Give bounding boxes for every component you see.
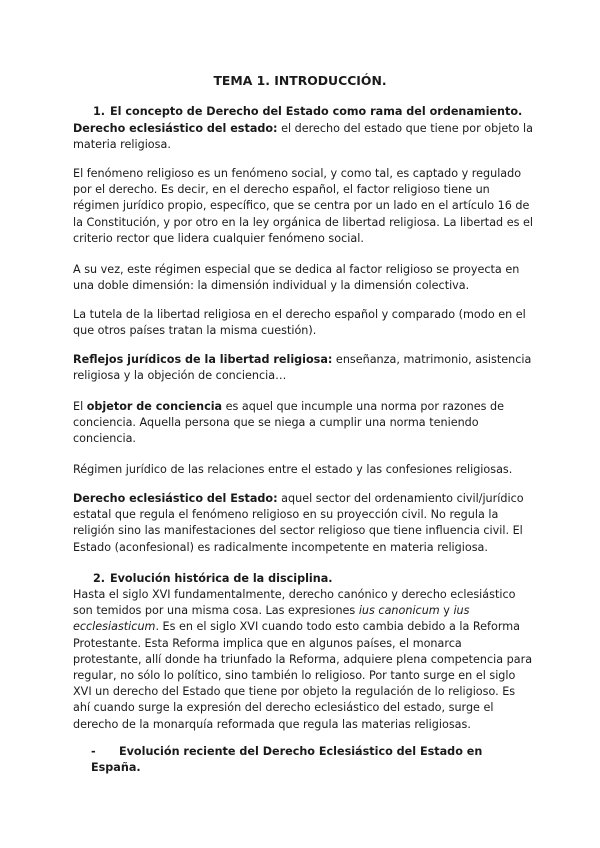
paragraph: Reflejos jurídicos de la libertad religiosa: enseñanza, matrimonio, asistencia religiosa y la objeción de conciencia… [73, 353, 532, 383]
paragraph: El fenómeno religioso es un fenómeno social, y como tal, es captado y regulado por el derecho. Es decir, en el derecho español, el factor religioso tiene un régimen jurídico propio, específico, que se centra por un lado en el artículo 16 de la Constitución, y por otro en la ley orgánica de libertad religiosa. La libertad es el criterio rector que lidera cualquier fenómeno social. [73, 167, 533, 245]
bold-term: Reflejos jurídicos de la libertad religiosa: [73, 353, 333, 366]
subsection-title: Evolución reciente del Derecho Eclesiástico del Estado en España. [91, 745, 483, 775]
bold-term: Derecho eclesiástico del Estado: [73, 492, 278, 505]
paragraph: Régimen jurídico de las relaciones entre el estado y las confesiones religiosas. [73, 463, 513, 476]
definition-text: el derecho del estado que tiene por objeto la materia religiosa. [73, 122, 533, 152]
definition-term: Derecho eclesiástico del estado: [73, 122, 278, 135]
section-title: Evolución histórica de la disciplina. [110, 572, 333, 585]
section-2-heading [73, 571, 533, 587]
section-title: El concepto de Derecho del Estado como rama del ordenamiento. [110, 105, 523, 118]
paragraph: A su vez, este régimen especial que se dedica al factor religioso se proyecta en una doble dimensión: la dimensión individual y la dimensión colectiva. [73, 263, 520, 293]
bullet-dash: - [91, 745, 96, 758]
section-number: 1. [93, 105, 106, 118]
document-title: TEMA 1. INTRODUCCIÓN. [213, 73, 387, 88]
definition-paragraph [73, 121, 533, 153]
paragraph: Derecho eclesiástico del Estado: aquel sector del ordenamiento civil/jurídico estatal que regula el fenómeno religioso en su proyección civil. No regula la religión sino las manifestaciones del sector religioso que tiene influencia civil. El Estado (aconfesional) es radicalmente incompetente en materia religiosa. [73, 492, 524, 554]
paragraph: La tutela de la libertad religiosa en el derecho español y comparado (modo en el que otros países tratan la misma cuestión). [73, 308, 526, 338]
section-1-heading [73, 104, 533, 120]
bold-term: objetor de conciencia [86, 400, 223, 413]
subsection-heading [73, 744, 533, 776]
paragraph: Hasta el siglo XVI fundamentalmente, derecho canónico y derecho eclesiástico son temidos por una misma cosa. Las expresiones ius canonicum y ius ecclesiasticum. Es en el siglo XVI cuando todo esto cambia debido a la Reforma Protestante. Esta Reforma implica que en algunos países, el monarca protestante, allí donde ha triunfado la Reforma, adquiere plena competencia para regular, no sólo lo político, sino también lo religioso. Por tanto surge en el siglo XVI un derecho del Estado que tiene por objeto la regulación de lo religioso. Es ahí cuando surge la expresión del derecho eclesiástico del estado, surge el derecho de la monarquía reformada que regula las materias religiosas. [73, 588, 533, 731]
section-number: 2. [93, 572, 106, 585]
paragraph: El objetor de conciencia es aquel que incumple una norma por razones de conciencia. Aquella persona que se niega a cumplir una norma teniendo conciencia. [73, 400, 505, 446]
